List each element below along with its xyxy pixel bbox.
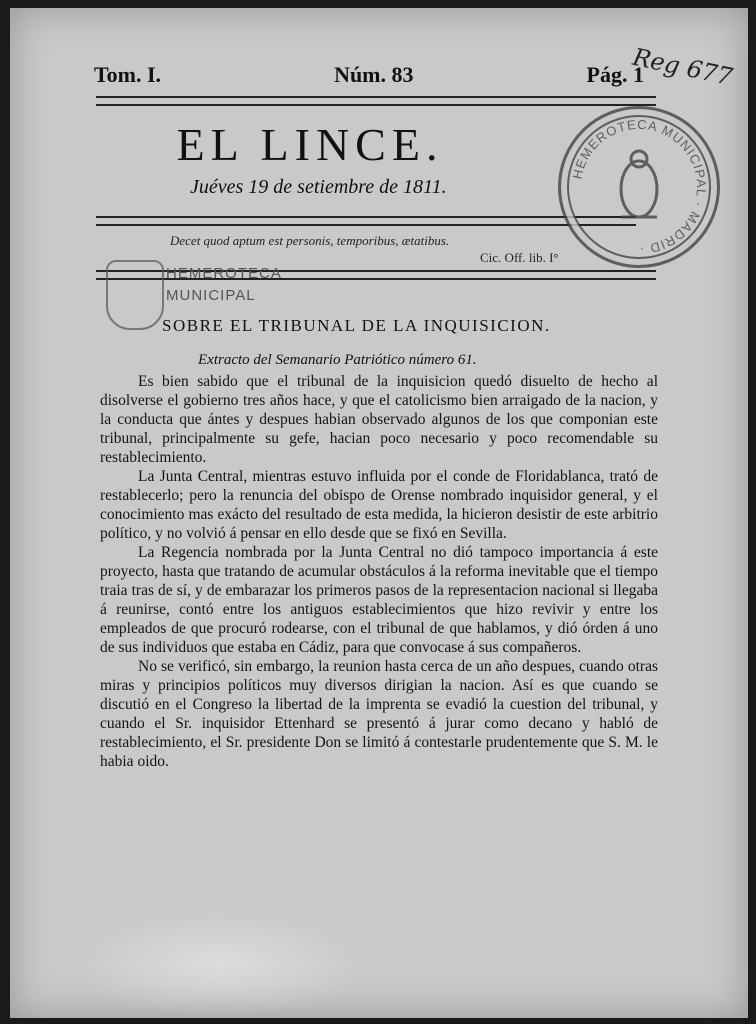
issue-number: Núm. 83	[334, 62, 414, 87]
stamp-graphic	[561, 109, 717, 265]
small-stamp-crest	[106, 260, 164, 330]
newspaper-page	[10, 8, 748, 1018]
svg-text:HEMEROTECA MUNICIPAL · MADRID: HEMEROTECA MUNICIPAL · MADRID ·	[569, 116, 710, 258]
library-stamp	[558, 106, 720, 268]
mid-rule	[96, 216, 636, 226]
issue-date: Juéves 19 de setiembre de 1811.	[190, 176, 447, 198]
paragraph-1: Es bien sabido que el tribunal de la inquisicion quedó disuelto de hecho al disolverse el gobierno tres años hace, y que el catolicismo bien arraigado de la nacion, y la conducta que ántes y despues habian observado algunos de los que componian este tribunal, principalmente su gefe, hacian poco necesario y poco recomendable su restablecimiento.	[100, 373, 658, 466]
paragraph-2: La Junta Central, mientras estuvo influida por el conde de Floridablanca, trató de restablecerlo; pero la renuncia del obispo de Orense nombrado inquisidor general, y el conocimiento mas exácto del resultado de esta medida, la hicieron desistir de este arbitrio político, y no volvió á pensar en ello desde que se fixó en Sevilla.	[100, 468, 658, 542]
page-number: Pág. 1	[586, 62, 644, 87]
article-body	[100, 372, 658, 771]
small-stamp-line1: HEMEROTECA	[166, 265, 282, 282]
newspaper-title: EL LINCE.	[176, 119, 444, 170]
masthead-header	[94, 62, 644, 88]
tome-label: Tom. I.	[94, 62, 162, 87]
article-title: SOBRE EL TRIBUNAL DE LA INQUISICION.	[162, 316, 551, 335]
small-stamp-text	[166, 263, 282, 307]
paper-stain	[70, 908, 370, 1018]
article-subtitle: Extracto del Semanario Patriótico número 61.	[198, 352, 477, 368]
paragraph-4: No se verificó, sin embargo, la reunion hasta cerca de un año despues, cuando otras miras y principios políticos muy diversos dirigian la nacion. Así es que cuando se discutió en el Congreso la libertad de la imprenta se evadió la cuestion del tribunal, y cuando el Sr. inquisidor Ettenhard se presentó á jurar como decano y habló de restablecimiento, el Sr. presidente Don se limitó á contestarle prudentemente que S. M. le habia oido.	[100, 658, 658, 770]
latin-motto: Decet quod aptum est personis, temporibus, ætatibus.	[170, 233, 450, 248]
paragraph-3: La Regencia nombrada por la Junta Central no dió tampoco importancia á este proyecto, hasta que tratando de acumular obstáculos á la reforma inevitable que el tiempo traia tras de sí, y de embarazar los primeros pasos de la representacion nacional si llegaba á reunirse, contó entre los antiguos establecimientos que hizo revivir y entre los empleados de que procuró rodearse, con el tribunal de que hablamos, y dió órden á uno de sus individuos que estaba en Cádiz, para que convocase á sus compañeros.	[100, 544, 658, 656]
top-rule	[96, 96, 656, 106]
handwritten-note: Reg 677	[630, 42, 735, 92]
motto-source: Cic. Off. lib. I°	[480, 250, 559, 265]
small-stamp-line2: MUNICIPAL	[166, 287, 256, 304]
